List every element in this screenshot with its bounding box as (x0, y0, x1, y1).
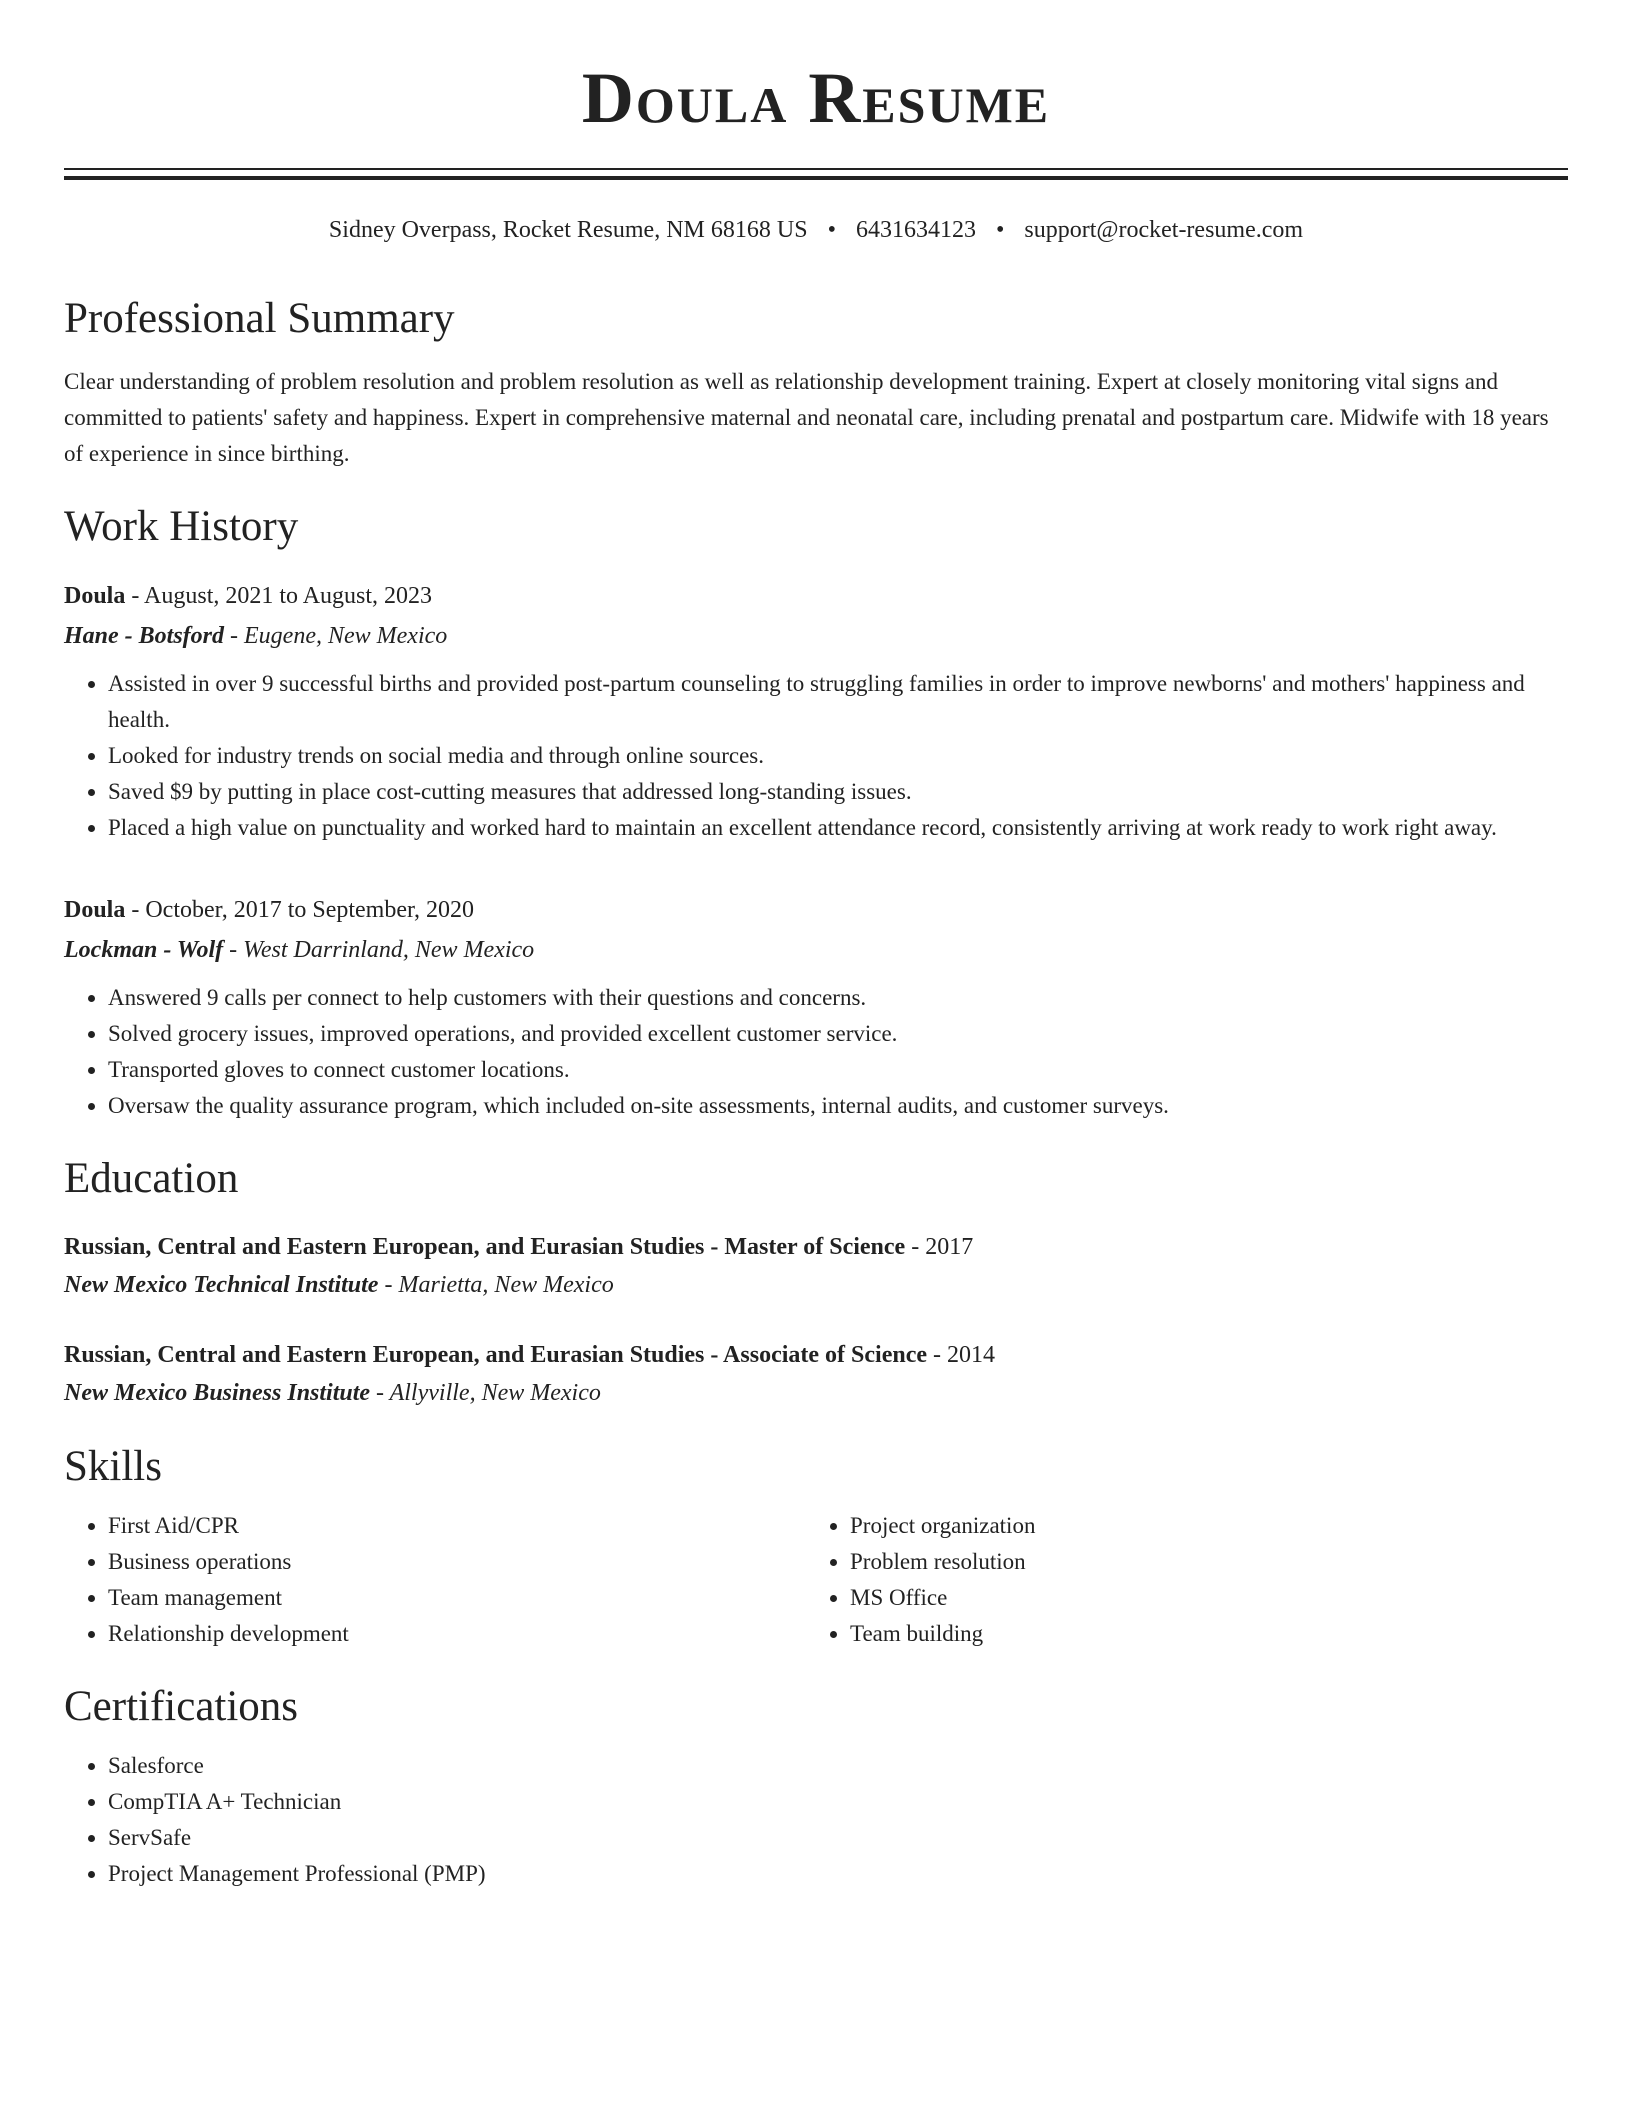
list-item: • Project Management Professional (PMP) (108, 1856, 1568, 1892)
skills-heading: Skills (64, 1443, 162, 1490)
certifications-list (64, 1748, 1568, 1892)
list-item: • Business operations (108, 1544, 806, 1580)
school-line (64, 1266, 1568, 1304)
job-title-line (64, 576, 1568, 616)
degree-year: - 2017 (905, 1234, 974, 1260)
summary-heading: Professional Summary (64, 295, 455, 342)
header-divider-thin (64, 168, 1568, 170)
certifications-section (64, 1682, 1568, 1892)
education-entry (64, 1228, 1568, 1304)
education-section (64, 1154, 1568, 1412)
list-item: • Saved $9 by putting in place cost-cutting measures that addressed long-standing issues. (108, 774, 1568, 810)
skills-list-right (806, 1508, 1568, 1652)
list-item: • ServSafe (108, 1820, 1568, 1856)
school-location: - Allyville, New Mexico (370, 1380, 601, 1406)
contact-email: support@rocket-resume.com (1024, 217, 1304, 243)
list-item: • Transported gloves to connect customer locations. (108, 1052, 1568, 1088)
work-history-heading: Work History (64, 503, 299, 550)
list-item: • Assisted in over 9 successful births and provided post-partum counseling to struggling families in order to improve newborns' and mothers' happiness and health. (108, 666, 1568, 738)
list-item: • Answered 9 calls per connect to help customers with their questions and concerns. (108, 980, 1568, 1016)
skills-columns (64, 1508, 1568, 1652)
job-company-line (64, 930, 1568, 970)
job-title-line (64, 890, 1568, 930)
contact-phone: 6431634123 (855, 217, 976, 243)
degree-line (64, 1336, 1568, 1374)
job-bullets (64, 666, 1568, 846)
list-item: • MS Office (850, 1580, 1568, 1616)
list-item: • Relationship development (108, 1616, 806, 1652)
job-entry (64, 576, 1568, 846)
contact-separator: • (827, 217, 836, 243)
list-item: • Looked for industry trends on social media and through online sources. (108, 738, 1568, 774)
contact-address: Sidney Overpass, Rocket Resume, NM 68168 US (328, 217, 808, 243)
list-item: • Solved grocery issues, improved operations, and provided excellent customer service. (108, 1016, 1568, 1052)
work-history-section (64, 502, 1568, 1124)
education-heading: Education (64, 1155, 239, 1202)
job-bullets (64, 980, 1568, 1124)
contact-separator: • (995, 217, 1005, 243)
page-title: Doula Resume (581, 58, 1051, 138)
school-location: - Marietta, New Mexico (378, 1272, 614, 1298)
job-dates: - October, 2017 to September, 2020 (125, 897, 475, 923)
list-item: • Placed a high value on punctuality and worked hard to maintain an excellent attendance record, consistently arriving at work ready to work right away. (108, 810, 1568, 846)
job-dates: - August, 2021 to August, 2023 (125, 583, 433, 609)
job-location: - Eugene, New Mexico (224, 623, 448, 649)
job-title: Doula (64, 583, 126, 609)
contact-info (64, 214, 1568, 246)
list-item: • Team building (850, 1616, 1568, 1652)
job-location: - West Darrinland, New Mexico (223, 937, 535, 963)
degree-name: Russian, Central and Eastern European, and Eurasian Studies - Associate of Science (64, 1342, 927, 1368)
list-item: • Salesforce (108, 1748, 1568, 1784)
education-entry (64, 1336, 1568, 1412)
degree-year: - 2014 (927, 1342, 995, 1368)
job-entry (64, 890, 1568, 1124)
list-item: • CompTIA A+ Technician (108, 1784, 1568, 1820)
skills-list-left (64, 1508, 806, 1652)
school-line (64, 1374, 1568, 1412)
degree-name: Russian, Central and Eastern European, and Eurasian Studies - Master of Science (64, 1234, 906, 1260)
job-company: Lockman - Wolf (64, 937, 224, 963)
job-company-line (64, 616, 1568, 656)
list-item: • Problem resolution (850, 1544, 1568, 1580)
degree-line (64, 1228, 1568, 1266)
list-item: • Project organization (850, 1508, 1568, 1544)
list-item: • Team management (108, 1580, 806, 1616)
job-title: Doula (64, 897, 126, 923)
school-name: New Mexico Business Institute (64, 1380, 371, 1406)
certifications-heading: Certifications (64, 1683, 299, 1730)
list-item: • Oversaw the quality assurance program, which included on-site assessments, internal audits, and customer surveys. (108, 1088, 1568, 1124)
header-divider-thick (64, 176, 1568, 180)
school-name: New Mexico Technical Institute (64, 1272, 379, 1298)
skills-section (64, 1442, 1568, 1652)
job-company: Hane - Botsford (64, 623, 225, 649)
summary-section (64, 294, 1568, 472)
list-item: • First Aid/CPR (108, 1508, 806, 1544)
summary-text: Clear understanding of problem resolution and problem resolution as well as relationship development training. Expert at closely monitoring vital signs and committed to patients' safety and happiness. Expert in comprehensive maternal and neonatal care, including prenatal and postpartum care. Midwife with 18 years of experience in since birthing. (64, 369, 1549, 466)
